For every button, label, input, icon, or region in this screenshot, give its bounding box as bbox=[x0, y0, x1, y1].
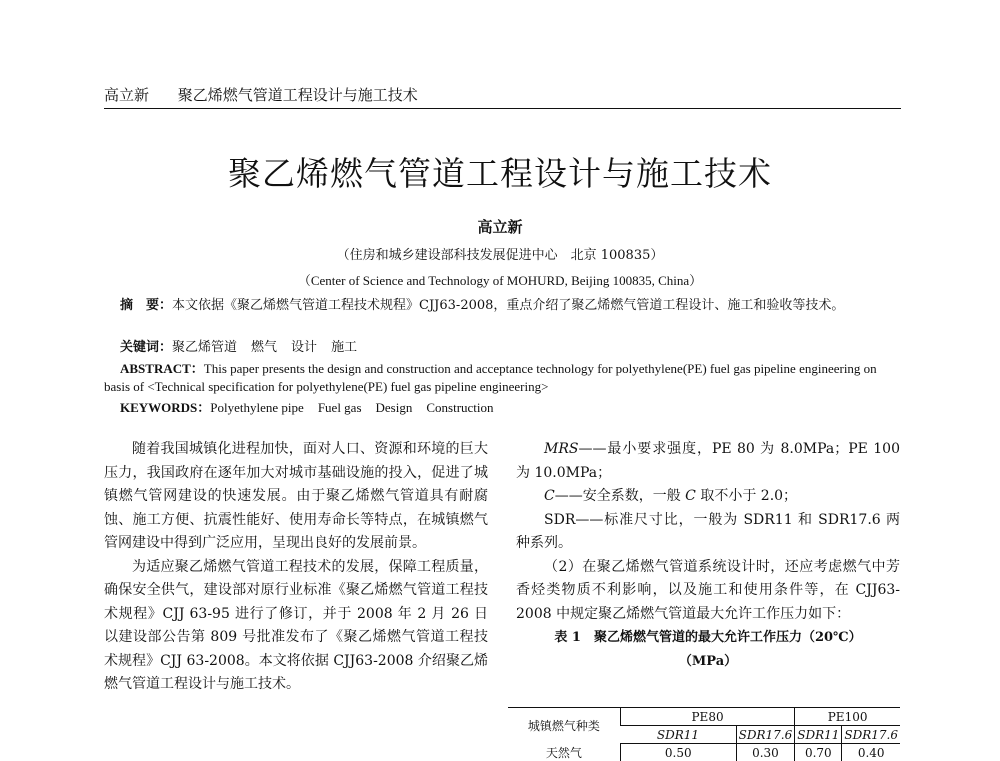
max-pressure-table bbox=[508, 707, 900, 761]
body-paragraph: 随着我国城镇化进程加快，面对人口、资源和环境的巨大压力，我国政府在逐年加大对城市基础设施的投入，促进了城镇燃气管网建设的快速发展。由于聚乙烯燃气管道具有耐腐蚀、施工方便、抗震性能好、使用寿命长等特点，在城镇燃气管网建设中得到广泛应用，呈现出良好的发展前景。 bbox=[104, 438, 488, 556]
table-cell: 0.40 bbox=[842, 744, 900, 761]
abstract-chinese-text: 本文依据《聚乙烯燃气管道工程技术规程》CJJ63-2008，重点介绍了聚乙烯燃气管道工程设计、施工和验收等技术。 bbox=[172, 298, 844, 313]
safety-factor-definition bbox=[516, 485, 900, 509]
table-subheader: SDR17.6 bbox=[842, 726, 900, 744]
abstract-english-text: This paper presents the design and construction and acceptance technology for polyethylene(PE) fuel gas pipeline engineering on basis of <Technical specification for polyethylene(PE) fuel gas pipeline engineering> bbox=[104, 361, 877, 394]
keywords-chinese bbox=[104, 338, 920, 358]
abstract-chinese-label: 摘 要： bbox=[120, 298, 172, 313]
body-paragraph: 为适应聚乙烯燃气管道工程技术的发展，保障工程质量，确保安全供气，建设部对原行业标准《聚乙烯燃气管道工程技术规程》CJJ 63-95 进行了修订，并于 2008 年 2 月 26 日以建设部公告第 809 号批准发布了《聚乙烯燃气管道工程技术规程》CJJ 63-2008。本文将依据 CJJ63-2008 介绍聚乙烯燃气管道工程设计与施工技术。 bbox=[104, 556, 488, 697]
mrs-text: ——最小要求强度，PE 80 为 8.0MPa；PE 100 为 10.0MPa； bbox=[516, 441, 900, 481]
running-header-author: 高立新 bbox=[104, 86, 149, 104]
keywords-english-label: KEYWORDS： bbox=[120, 400, 210, 415]
keyword-english: Design bbox=[376, 400, 413, 415]
table-subheader: SDR17.6 bbox=[736, 726, 795, 744]
body-right-column bbox=[516, 438, 900, 673]
table-subheader: SDR11 bbox=[620, 726, 736, 744]
table-group-header: PE80 bbox=[620, 708, 794, 726]
table-row-header: 城镇燃气种类 bbox=[508, 708, 620, 744]
running-header-title: 聚乙烯燃气管道工程设计与施工技术 bbox=[178, 86, 418, 104]
table-row bbox=[508, 744, 900, 761]
table-group-header: PE100 bbox=[795, 708, 900, 726]
mrs-symbol: MRS bbox=[544, 441, 578, 457]
table-cell: 天然气 bbox=[508, 744, 620, 761]
table-cell: 0.50 bbox=[620, 744, 736, 761]
c-text: 取不小于 2.0； bbox=[696, 488, 797, 504]
c-symbol: C bbox=[685, 488, 696, 504]
keywords-english bbox=[104, 398, 920, 418]
keyword-chinese: 燃气 bbox=[251, 340, 277, 355]
c-text: ——安全系数，一般 bbox=[555, 488, 685, 504]
keyword-chinese: 聚乙烯管道 bbox=[172, 340, 237, 355]
table-caption: 表 1 聚乙烯燃气管道的最大允许工作压力（20℃） bbox=[516, 626, 900, 650]
c-symbol: C bbox=[544, 488, 555, 504]
sdr-definition: SDR——标准尺寸比，一般为 SDR11 和 SDR17.6 两种系列。 bbox=[516, 509, 900, 556]
abstract-chinese bbox=[104, 296, 904, 316]
abstract-english bbox=[104, 360, 904, 396]
table-cell: 0.70 bbox=[795, 744, 842, 761]
keyword-english: Fuel gas bbox=[318, 400, 362, 415]
running-header bbox=[104, 84, 901, 109]
article-title: 聚乙烯燃气管道工程设计与施工技术 bbox=[0, 148, 1000, 195]
affiliation-chinese: （住房和城乡建设部科技发展促进中心 北京 100835） bbox=[0, 244, 1000, 263]
article-author: 高立新 bbox=[0, 216, 1000, 237]
body-paragraph: （2）在聚乙烯燃气管道系统设计时，还应考虑燃气中芳香烃类物质不利影响，以及施工和使用条件等，在 CJJ63-2008 中规定聚乙烯燃气管道最大允许工作压力如下： bbox=[516, 556, 900, 627]
keyword-chinese: 设计 bbox=[291, 340, 317, 355]
keywords-chinese-label: 关键词： bbox=[120, 340, 172, 355]
affiliation-english: （Center of Science and Technology of MOHURD, Beijing 100835, China） bbox=[0, 270, 1000, 289]
keyword-english: Construction bbox=[426, 400, 493, 415]
abstract-english-label: ABSTRACT： bbox=[120, 361, 204, 376]
keyword-chinese: 施工 bbox=[331, 340, 357, 355]
table-cell: 0.30 bbox=[736, 744, 795, 761]
body-left-column bbox=[104, 438, 488, 697]
table-unit: （MPa） bbox=[516, 650, 900, 674]
mrs-definition bbox=[516, 438, 900, 485]
keyword-english: Polyethylene pipe bbox=[210, 400, 304, 415]
table-subheader: SDR11 bbox=[795, 726, 842, 744]
